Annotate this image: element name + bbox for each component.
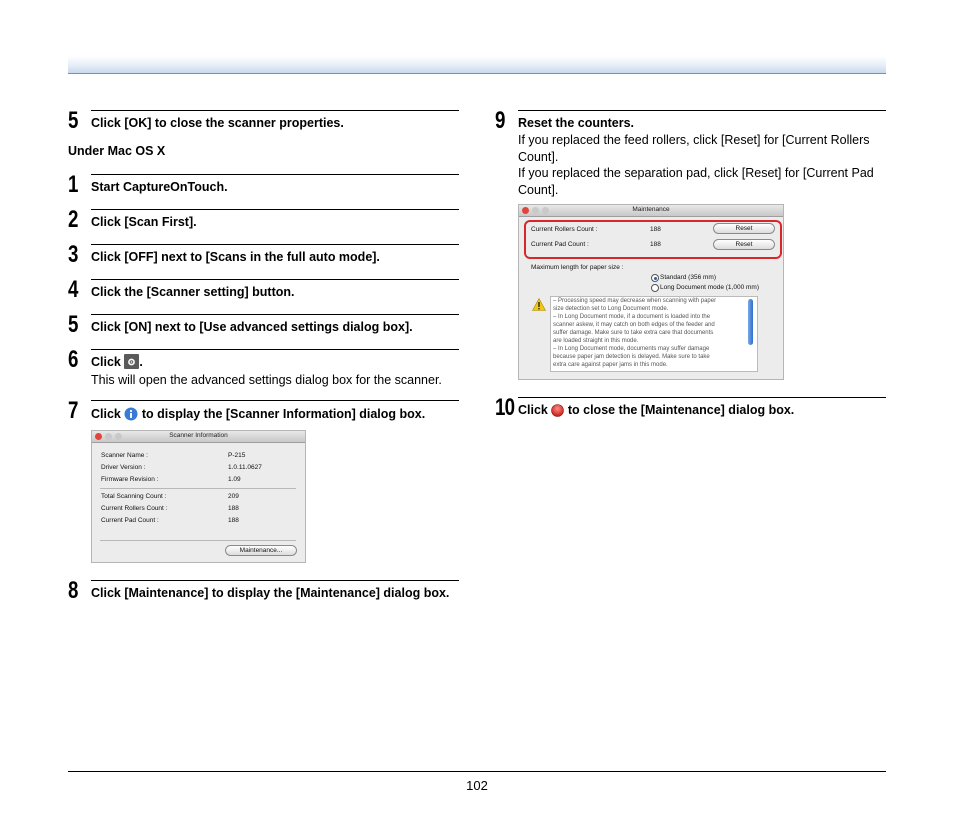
step-rule	[91, 244, 459, 245]
note-line: – In Long Document mode, documents may suffer damage	[553, 346, 710, 352]
step-text: Reset the counters.	[518, 116, 635, 130]
maintenance-window	[518, 204, 784, 380]
step-rule	[91, 209, 459, 210]
step-text-post: to close the [Maintenance] dialog box.	[567, 403, 795, 417]
step-text: Click [ON] next to [Use advanced settings dialog box].	[91, 320, 413, 334]
subheading: Under Mac OS X	[68, 144, 166, 158]
info-label: Firmware Revision :	[101, 476, 159, 483]
step-text: Click the [Scanner setting] button.	[91, 285, 295, 299]
step-text: Start CaptureOnTouch.	[91, 180, 228, 194]
note-line: – Processing speed may decrease when scanning with paper	[553, 298, 717, 304]
rollers-label: Current Rollers Count :	[531, 226, 598, 233]
info-value: 209	[228, 493, 239, 500]
pad-label: Current Pad Count :	[531, 241, 589, 248]
settings-icon	[124, 354, 139, 374]
step-text	[91, 406, 425, 426]
page-number: 102	[466, 778, 488, 793]
window-titlebar	[519, 205, 783, 217]
step-text-pre: Click	[91, 355, 121, 369]
step-number: 1	[68, 171, 79, 198]
radio-long-document[interactable]	[651, 284, 659, 292]
info-icon	[124, 407, 138, 426]
info-value: 188	[228, 517, 239, 524]
info-value: 188	[228, 505, 239, 512]
step-rule	[91, 349, 459, 350]
reset-pad-button[interactable]: Reset	[713, 239, 775, 250]
radio-selected-dot	[654, 277, 657, 280]
step-number: 5	[68, 107, 79, 134]
step-number: 4	[68, 276, 79, 303]
step-rule	[91, 110, 459, 111]
note-line: size detection set to Long Document mode.	[553, 306, 669, 312]
step-body: If you replaced the separation pad, click [Reset] for [Current Pad Count].	[518, 166, 874, 197]
window-title: Maintenance	[632, 206, 670, 213]
info-label: Total Scanning Count :	[101, 493, 167, 500]
step-text: Click [Scan First].	[91, 215, 197, 229]
step-number: 9	[495, 107, 506, 134]
step-number: 6	[68, 346, 79, 373]
radio-long-label: Long Document mode (1,000 mm)	[660, 284, 759, 291]
info-value: P-215	[228, 452, 246, 459]
note-line: scanner askew, it may catch on both edges of the feeder and	[553, 322, 715, 328]
notes-textarea[interactable]	[550, 296, 758, 372]
maintenance-button[interactable]: Maintenance...	[225, 545, 297, 556]
reset-rollers-button[interactable]: Reset	[713, 223, 775, 234]
pad-value: 188	[650, 241, 661, 248]
info-label: Driver Version :	[101, 464, 146, 471]
step-rule	[518, 110, 886, 111]
window-titlebar	[92, 431, 305, 443]
step-rule	[91, 279, 459, 280]
close-button-icon	[551, 404, 564, 422]
step-text-post: to display the [Scanner Information] dialog box.	[141, 407, 426, 421]
step-text: Click [OFF] next to [Scans in the full auto mode].	[91, 250, 380, 264]
notes-scrollbar[interactable]	[748, 299, 753, 345]
step-rule	[91, 580, 459, 581]
step-rule	[91, 174, 459, 175]
step-number: 8	[68, 577, 79, 604]
step-text-post: .	[139, 355, 143, 369]
warning-icon	[532, 298, 546, 316]
step-text	[91, 354, 143, 374]
note-line: because paper jam detection is delayed. Make sure to take	[553, 354, 710, 360]
info-label: Current Rollers Count :	[101, 505, 168, 512]
step-text	[518, 402, 794, 422]
radio-standard-label: Standard (356 mm)	[660, 274, 716, 281]
step-rule	[91, 400, 459, 401]
note-line: – In Long Document mode, if a document is loaded into the	[553, 314, 711, 320]
step-number: 7	[68, 397, 79, 424]
step-body: If you replaced the feed rollers, click [Reset] for [Current Rollers Count].	[518, 133, 870, 164]
info-value: 1.09	[228, 476, 241, 483]
step-number: 10	[495, 394, 515, 421]
step-rule	[91, 314, 459, 315]
info-label: Current Pad Count :	[101, 517, 159, 524]
step-number: 2	[68, 206, 79, 233]
step-number: 5	[68, 311, 79, 338]
radio-standard[interactable]	[651, 274, 659, 282]
step-number: 3	[68, 241, 79, 268]
divider	[100, 488, 296, 489]
info-value: 1.0.11.0627	[228, 464, 262, 471]
note-line: extra care against paper jams in this mode.	[553, 362, 668, 368]
scanner-information-window	[91, 430, 306, 563]
footer-rule	[68, 771, 886, 772]
step-text: Click [Maintenance] to display the [Maintenance] dialog box.	[91, 586, 450, 600]
note-line: suffer damage. Make sure to take extra care that documents	[553, 330, 714, 336]
window-title: Scanner Information	[169, 432, 228, 439]
header-bar	[68, 56, 886, 74]
step-text: Click [OK] to close the scanner properties.	[91, 116, 344, 130]
note-line: are loaded straight in this mode.	[553, 338, 639, 344]
info-label: Scanner Name :	[101, 452, 148, 459]
rollers-value: 188	[650, 226, 661, 233]
step-text-pre: Click	[91, 407, 121, 421]
maxlen-label: Maximum length for paper size :	[531, 264, 624, 271]
step-rule	[518, 397, 886, 398]
step-body: This will open the advanced settings dialog box for the scanner.	[91, 373, 442, 387]
divider	[100, 540, 296, 541]
step-text-pre: Click	[518, 403, 548, 417]
